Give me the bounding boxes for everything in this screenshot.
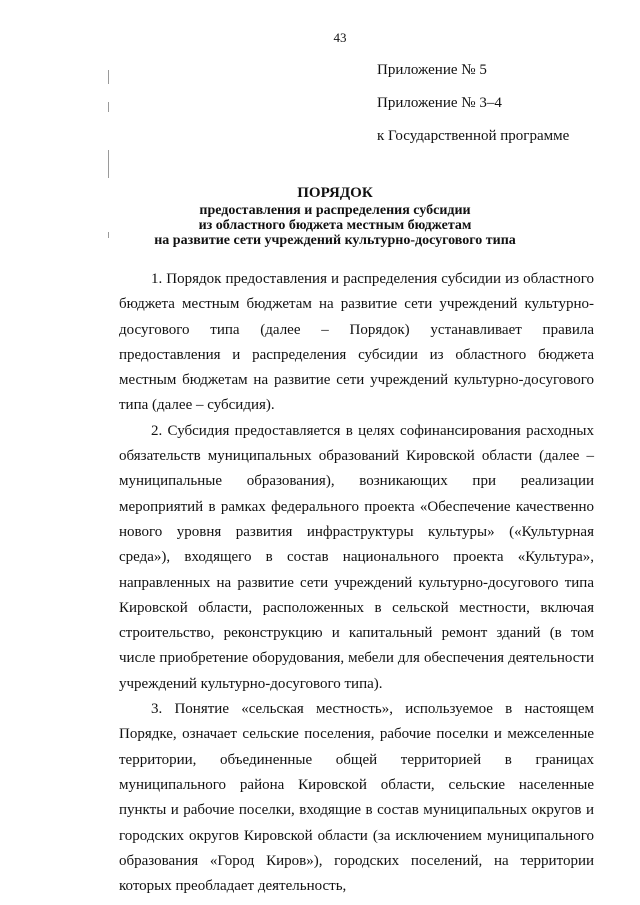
page-number: 43	[333, 30, 347, 45]
scan-margin-mark	[108, 70, 109, 84]
document-title	[115, 186, 555, 248]
title-line-3: на развитие сети учреждений культурно-досугового типа	[154, 233, 516, 248]
appendix-line-2: Приложение № 3–4	[377, 95, 502, 111]
document-body	[119, 267, 594, 899]
paragraph-2: 2. Субсидия предоставляется в целях софинансирования расходных обязательств муниципальных образований Кировской области (далее – муниципальные образования), возникающих при реализации мероприятий в рамках федерального проекта «Обеспечение качественно нового уровня развития инфраструктуры культуры» («Культурная среда»), входящего в состав национального проекта «Культура», направленных на развитие сети учреждений культурно-досугового типа Кировской области, расположенных в сельской местности, включая строительство, реконструкцию и капитальный ремонт зданий (в том числе приобретение оборудования, мебели для обеспечения деятельности учреждений культурно-досугового типа).	[119, 422, 594, 692]
scan-margin-mark	[108, 102, 109, 112]
appendix-line-1: Приложение № 5	[377, 62, 487, 78]
paragraph-1: 1. Порядок предоставления и распределения субсидии из областного бюджета местным бюджетам на развитие сети учреждений культурно-досугового типа (далее – Порядок) устанавливает правила предоставления и распределения субсидии из областного бюджета местным бюджетам на развитие сети учреждений культурно-досугового типа (далее – субсидия).	[119, 271, 594, 414]
title-line-1: предоставления и распределения субсидии	[199, 203, 471, 218]
title-line-2: из областного бюджета местным бюджетам	[198, 218, 472, 233]
paragraph-3: 3. Понятие «сельская местность», используемое в настоящем Порядке, означает сельские поселения, рабочие поселки и межселенные территории, объединенные общей территорией в границах муниципального района Кировской области, сельские населенные пункты и рабочие поселки, входящие в состав муниципальных округов и городских округов Кировской области (за исключением муниципального образования «Город Киров»), городских поселений, на территории которых преобладает деятельность,	[119, 701, 594, 895]
title-main: ПОРЯДОК	[297, 185, 373, 201]
scan-margin-mark	[108, 150, 109, 178]
appendix-line-3: к Государственной программе	[377, 128, 570, 144]
scan-margin-mark	[108, 232, 109, 238]
